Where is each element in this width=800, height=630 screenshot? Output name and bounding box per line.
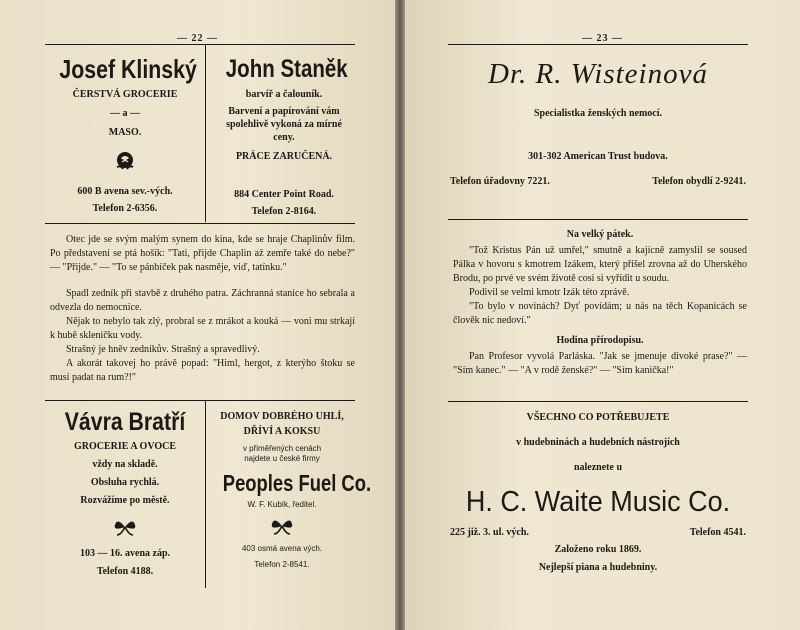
flourish-ornament-icon <box>111 517 139 537</box>
rose-ornament-icon <box>113 149 137 173</box>
waite-line: VŠECHNO CO POTŘEBUJETE <box>526 412 670 423</box>
peoples-address: 403 osmá avena vých. <box>241 544 323 553</box>
story-paragraph: "Tož Kristus Pán už umřel," smutně a kajícně zamyslil se soused Pálka v hovoru s kmotrem Izákem, který přišel zrovna až do Uherského Brodu, po prvé ve svém životě cosi si vyřídit u soudu. <box>453 245 747 284</box>
wisteinova-name: Dr. R. Wisteinová <box>488 58 708 90</box>
vavra-ad <box>45 406 205 578</box>
anecdote-paragraph: Otec jde se svým malým synem do kina, kde se hraje Chaplinův film. Po představení se ptá hošík: "Tati, přijde Chaplin až zemře také do nebe?" — "Přijde." — "To se pánbíček pak nasměje, viď, tatínku." <box>50 234 355 273</box>
stanek-line: barvíř a čalouník. <box>245 89 323 100</box>
story-paragraph: Podivil se velmi kmotr Izák této zprávě. <box>469 287 630 298</box>
waite-contact <box>448 526 748 539</box>
vavra-name: Vávra Bratří <box>64 408 186 436</box>
wisteinova-phones <box>448 175 748 188</box>
waite-line: naleznete u <box>573 462 623 473</box>
wisteinova-phone-office: Telefon úřadovny 7221. <box>450 176 550 187</box>
divider <box>448 219 748 220</box>
stanek-phone: Telefon 2-8164. <box>251 206 317 217</box>
peoples-heading: DOMOV DOBRÉHO UHLÍ, <box>220 411 344 422</box>
anecdote-paragraph: Spadl zedník při stavbě z druhého patra. Záchranná stanice ho sebrala a odvezla do nemocnice. <box>50 288 355 313</box>
page-number: — 23 — <box>582 33 623 44</box>
wisteinova-phone-home: Telefon obydlí 2-9241. <box>652 176 746 187</box>
klinsky-ad <box>45 52 205 215</box>
waite-address: 225 již. 3. ul. vých. <box>450 527 529 538</box>
vavra-line: Rozvážíme po městě. <box>80 495 170 506</box>
story-title: Na velký pátek. <box>566 229 634 240</box>
anecdote-paragraph: Strašný je hněv zedníkův. Strašný a spravedlivý. <box>66 344 260 355</box>
peoples-owner: W. F. Kubík, ředitel. <box>247 500 317 509</box>
peoples-small-text: najdete u české firmy <box>244 454 320 463</box>
peoples-phone: Telefon 2-8541. <box>254 560 310 569</box>
story-paragraph: Pan Profesor vyvolá Parláska. "Jak se jmenuje divoké prase?" — "Sím kanec." — "A v rodě ženské?" — "Sím kanička!" <box>453 351 747 376</box>
story-paragraph: "To bylo v novinách? Dyť povídám; u nás na těch Kopanicách se člověk nic nedoví." <box>453 301 747 326</box>
waite-name: H. C. Waite Music Co. <box>465 486 731 518</box>
peoples-name: Peoples Fuel Co. <box>222 470 372 496</box>
stanek-description: Barvení a papírování vám spolehlivě vykoná za mírné ceny. <box>226 106 342 143</box>
stanek-tagline: PRÁCE ZARUČENÁ. <box>235 151 333 162</box>
divider <box>448 44 748 45</box>
anecdotes <box>50 233 355 385</box>
stanek-ad <box>213 52 355 218</box>
waite-founded: Založeno roku 1869. <box>554 544 642 555</box>
klinsky-line: — a — <box>110 108 140 119</box>
stanek-name: John Staněk <box>225 55 348 83</box>
vavra-address: 103 — 16. avena záp. <box>80 548 170 559</box>
waite-ad <box>448 411 748 574</box>
klinsky-address: 600 B avena sev.-vých. <box>77 186 173 197</box>
stanek-address: 884 Center Point Road. <box>234 189 334 200</box>
klinsky-name: Josef Klinský <box>59 54 197 84</box>
story-friday <box>453 228 747 378</box>
klinsky-phone: Telefon 2-6356. <box>92 203 158 214</box>
anecdote-paragraph: A akorát takovej ho právě popad: "Himl, hergot, z kterýho štoku se musí padat na rum?!" <box>50 358 355 383</box>
anecdote-paragraph: Nějak to nebylo tak zlý, probral se z mrákot a kouká — voni mu strkají k hubě skleničku vody. <box>50 316 355 341</box>
vavra-line: GROCERIE A OVOCE <box>73 441 177 452</box>
waite-phone: Telefon 4541. <box>689 527 746 538</box>
flourish-ornament-icon <box>268 516 296 536</box>
peoples-small-text: v přiměřených cenách <box>242 444 322 453</box>
divider <box>45 223 355 224</box>
divider <box>205 401 206 588</box>
book-spine <box>395 0 405 630</box>
page-number: — 22 — <box>177 33 218 44</box>
right-page <box>405 0 800 630</box>
divider <box>45 400 355 401</box>
story-title: Hodina přírodopisu. <box>556 335 644 346</box>
divider <box>45 44 355 45</box>
vavra-line: vždy na skladě. <box>92 459 158 470</box>
peoples-fuel-ad <box>208 410 372 570</box>
divider <box>448 401 748 402</box>
wisteinova-specialty: Specialistka ženských nemocí. <box>533 108 663 119</box>
divider <box>205 45 206 222</box>
klinsky-line: MASO. <box>108 127 142 138</box>
vavra-line: Obsluha rychlá. <box>90 477 160 488</box>
left-page <box>0 0 395 630</box>
klinsky-line: ČERSTVÁ GROCERIE <box>72 89 178 100</box>
wisteinova-ad <box>448 55 748 188</box>
waite-tagline: Nejlepší piana a hudebniny. <box>538 562 658 573</box>
peoples-heading: DŘÍVÍ A KOKSU <box>243 426 321 437</box>
wisteinova-address: 301-302 American Trust budova. <box>528 151 668 162</box>
vavra-phone: Telefon 4188. <box>96 566 154 577</box>
waite-line: v hudebninách a hudebních nástrojích <box>516 437 680 448</box>
